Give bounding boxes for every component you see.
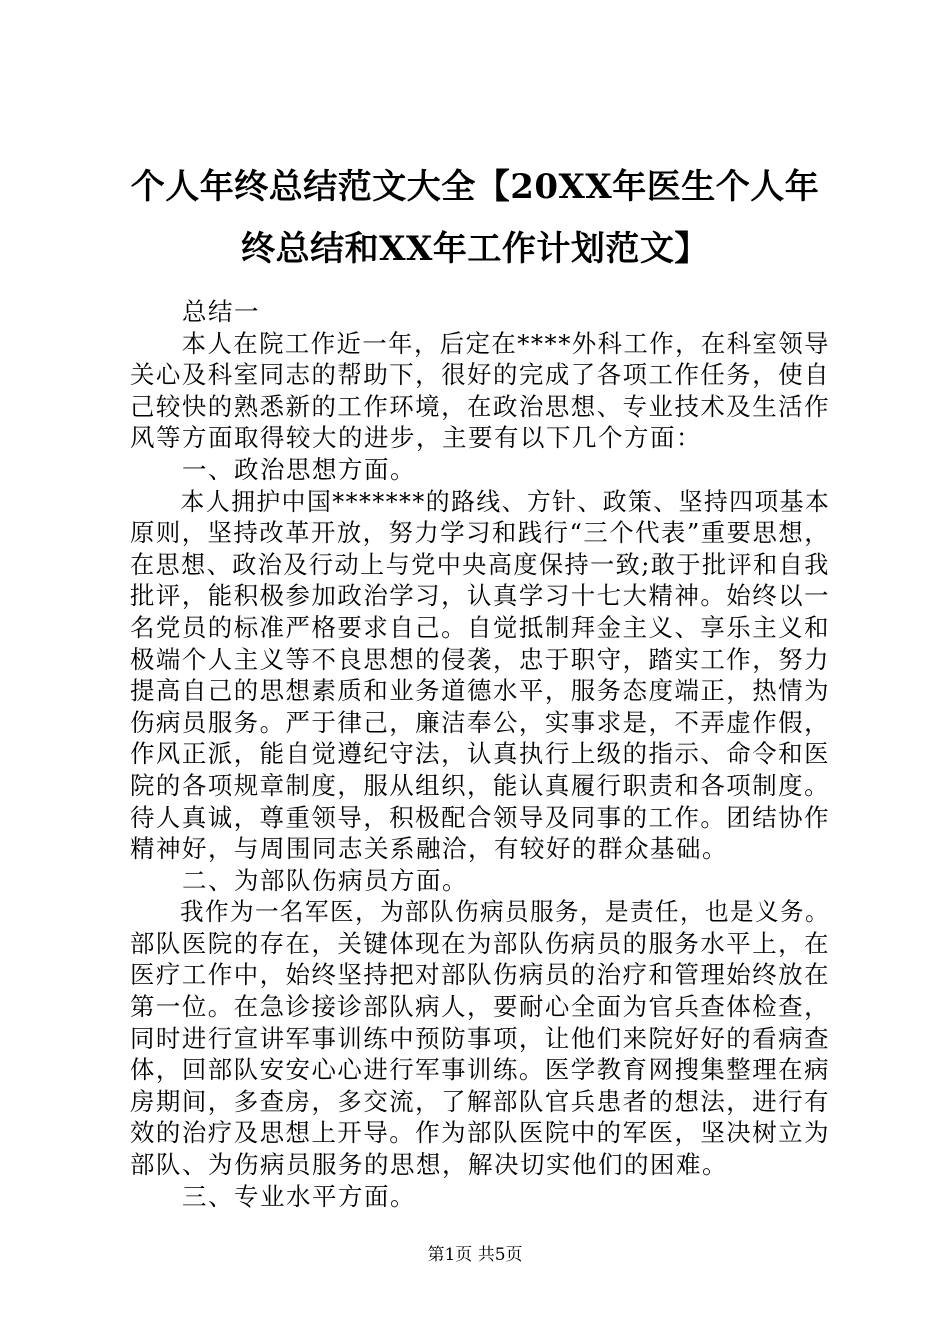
body-line: 部队医院的存在，关键体现在为部队伤病员的服务水平上，在 <box>130 928 830 958</box>
document-body <box>130 296 830 1212</box>
body-line: 作风正派，能自觉遵纪守法，认真执行上级的指示、命令和医 <box>130 739 830 769</box>
body-line: 同时进行宣讲军事训练中预防事项，让他们来院好好的看病查 <box>130 1023 830 1053</box>
body-line: 本人拥护中国*******的路线、方针、政策、坚持四项基本 <box>130 486 831 516</box>
body-line: 批评，能积极参加政治学习，认真学习十七大精神。始终以一 <box>130 581 830 611</box>
body-line: 院的各项规章制度，服从组织，能认真履行职责和各项制度。 <box>130 770 830 800</box>
body-line: 名党员的标准严格要求自己。自觉抵制拜金主义、享乐主义和 <box>130 612 830 642</box>
body-line: 效的治疗及思想上开导。作为部队医院中的军医，坚决树立为 <box>130 1118 830 1148</box>
body-line: 关心及科室同志的帮助下，很好的完成了各项工作任务，使自 <box>130 360 830 390</box>
body-line: 一、政治思想方面。 <box>130 454 416 484</box>
body-line: 己较快的熟悉新的工作环境，在政治思想、专业技术及生活作 <box>130 391 830 421</box>
body-line: 待人真诚，尊重领导，积极配合领导及同事的工作。团结协作 <box>130 802 830 832</box>
body-line: 医疗工作中，始终坚持把对部队伤病员的治疗和管理始终放在 <box>130 960 830 990</box>
body-line: 二、为部队伤病员方面。 <box>130 865 468 895</box>
page-footer: 第1页 共5页 <box>427 1245 523 1265</box>
body-line: 部队、为伤病员服务的思想，解决切实他们的困难。 <box>130 1150 728 1180</box>
body-line: 三、专业水平方面。 <box>130 1181 416 1211</box>
body-line: 极端个人主义等不良思想的侵袭，忠于职守，踏实工作，努力 <box>130 644 830 674</box>
body-line: 总结一 <box>130 297 260 326</box>
body-line: 提高自己的思想素质和业务道德水平，服务态度端正，热情为 <box>130 676 830 706</box>
body-line: 在思想、政治及行动上与党中央高度保持一致;敢于批评和自我 <box>130 549 830 579</box>
body-line: 房期间，多查房，多交流，了解部队官兵患者的想法，进行有 <box>130 1086 830 1116</box>
body-line: 本人在院工作近一年，后定在****外科工作，在科室领导 <box>130 328 830 358</box>
body-line: 风等方面取得较大的进步，主要有以下几个方面： <box>130 423 702 453</box>
body-line: 我作为一名军医，为部队伤病员服务，是责任，也是义务。 <box>130 897 830 927</box>
body-line: 伤病员服务。严于律己，廉洁奉公，实事求是，不弄虚作假， <box>130 707 830 737</box>
body-line: 原则，坚持改革开放，努力学习和践行“三个代表”重要思想， <box>130 518 831 548</box>
body-line: 精神好，与周围同志关系融洽，有较好的群众基础。 <box>130 834 728 864</box>
title-line-1: 个人年终总结范文大全【20XX年医生个人年 <box>130 167 820 207</box>
title-line-2: 终总结和XX年工作计划范文】 <box>241 229 709 269</box>
body-line: 第一位。在急诊接诊部队病人，要耐心全面为官兵查体检查， <box>130 992 830 1022</box>
body-line: 体，回部队安安心心进行军事训练。医学教育网搜集整理在病 <box>130 1055 830 1085</box>
document-title <box>120 156 830 280</box>
